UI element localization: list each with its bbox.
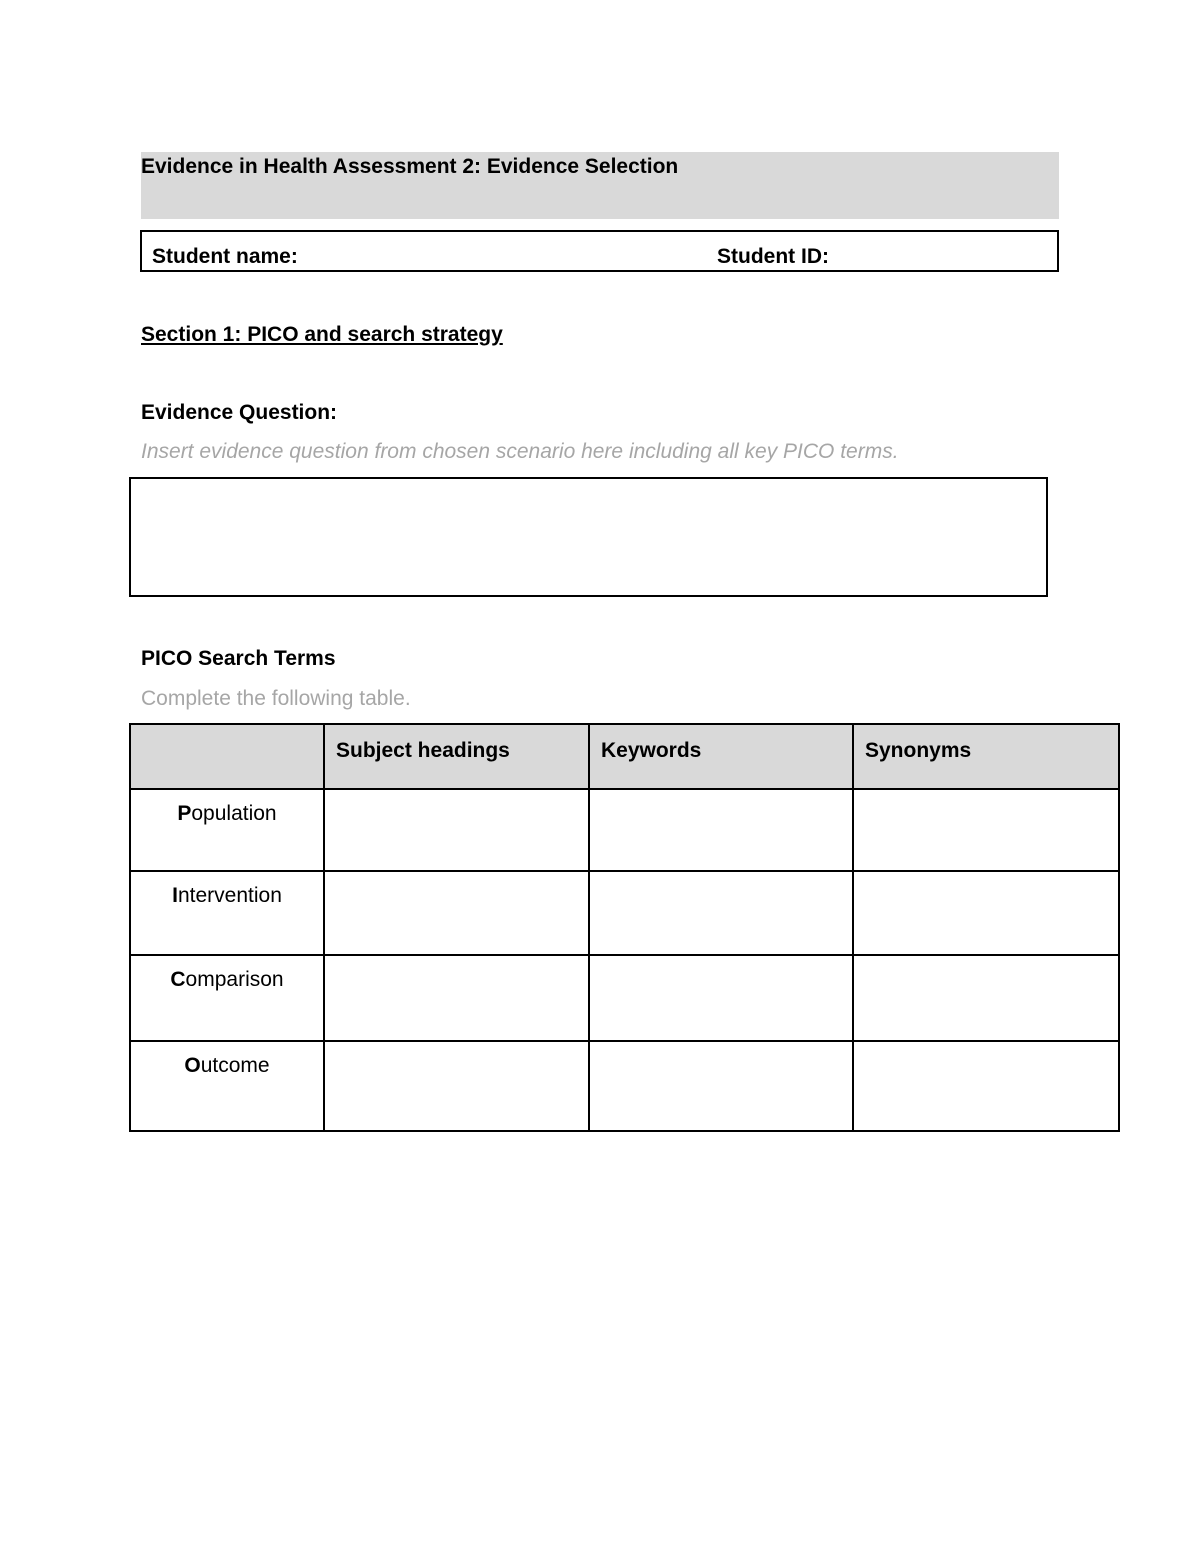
pico-row-label-intervention <box>130 871 324 954</box>
student-info-box <box>140 230 1059 272</box>
population-synonyms-cell[interactable] <box>853 789 1119 871</box>
pico-row-label-comparison <box>130 955 324 1042</box>
intervention-synonyms-cell[interactable] <box>853 871 1119 954</box>
pico-header-blank <box>130 724 324 789</box>
pico-table-hint: Complete the following table. <box>141 687 411 710</box>
evidence-question-label: Evidence Question: <box>141 401 338 424</box>
pico-row-population <box>130 789 1119 871</box>
pico-header-subject-headings <box>324 724 589 789</box>
pico-table-header-row <box>130 724 1119 789</box>
pico-row-comparison <box>130 955 1119 1042</box>
comparison-keywords-cell[interactable] <box>589 955 853 1042</box>
student-id-label: Student ID: <box>717 245 829 268</box>
pico-header-synonyms <box>853 724 1119 789</box>
outcome-subject-headings-cell[interactable] <box>324 1041 589 1131</box>
population-keywords-cell[interactable] <box>589 789 853 871</box>
pico-row-rest: utcome <box>200 1054 270 1078</box>
pico-row-outcome <box>130 1041 1119 1131</box>
pico-row-rest: opulation <box>191 802 277 825</box>
evidence-question-field[interactable] <box>129 477 1048 597</box>
population-subject-headings-cell[interactable] <box>324 789 589 871</box>
intervention-keywords-cell[interactable] <box>589 871 853 954</box>
pico-table <box>129 723 1120 1132</box>
intervention-subject-headings-cell[interactable] <box>324 871 589 954</box>
pico-row-initial: C <box>170 967 186 991</box>
pico-row-label-population <box>130 789 324 871</box>
pico-row-initial: I <box>172 884 178 908</box>
comparison-synonyms-cell[interactable] <box>853 955 1119 1042</box>
pico-header-blank-text <box>131 725 323 739</box>
section-1-heading: Section 1: PICO and search strategy <box>141 323 503 346</box>
pico-row-label-outcome <box>130 1041 324 1131</box>
pico-header-keywords <box>589 724 853 789</box>
pico-header-synonyms-text: Synonyms <box>865 739 972 762</box>
student-name-label: Student name: <box>152 245 298 268</box>
outcome-synonyms-cell[interactable] <box>853 1041 1119 1131</box>
pico-header-keywords-text: Keywords <box>601 739 702 762</box>
outcome-keywords-cell[interactable] <box>589 1041 853 1131</box>
pico-row-initial: O <box>184 1054 201 1078</box>
comparison-subject-headings-cell[interactable] <box>324 955 589 1042</box>
pico-search-terms-label: PICO Search Terms <box>141 647 336 670</box>
pico-row-rest: ntervention <box>177 884 282 908</box>
pico-row-intervention <box>130 871 1119 954</box>
document-title: Evidence in Health Assessment 2: Evidence Selection <box>141 155 679 178</box>
evidence-question-hint: Insert evidence question from chosen scenario here including all key PICO terms. <box>141 440 899 463</box>
pico-header-subject-headings-text: Subject headings <box>336 739 510 762</box>
document-title-bar <box>141 152 1059 219</box>
pico-row-rest: omparison <box>185 967 284 991</box>
pico-row-initial: P <box>177 802 192 825</box>
